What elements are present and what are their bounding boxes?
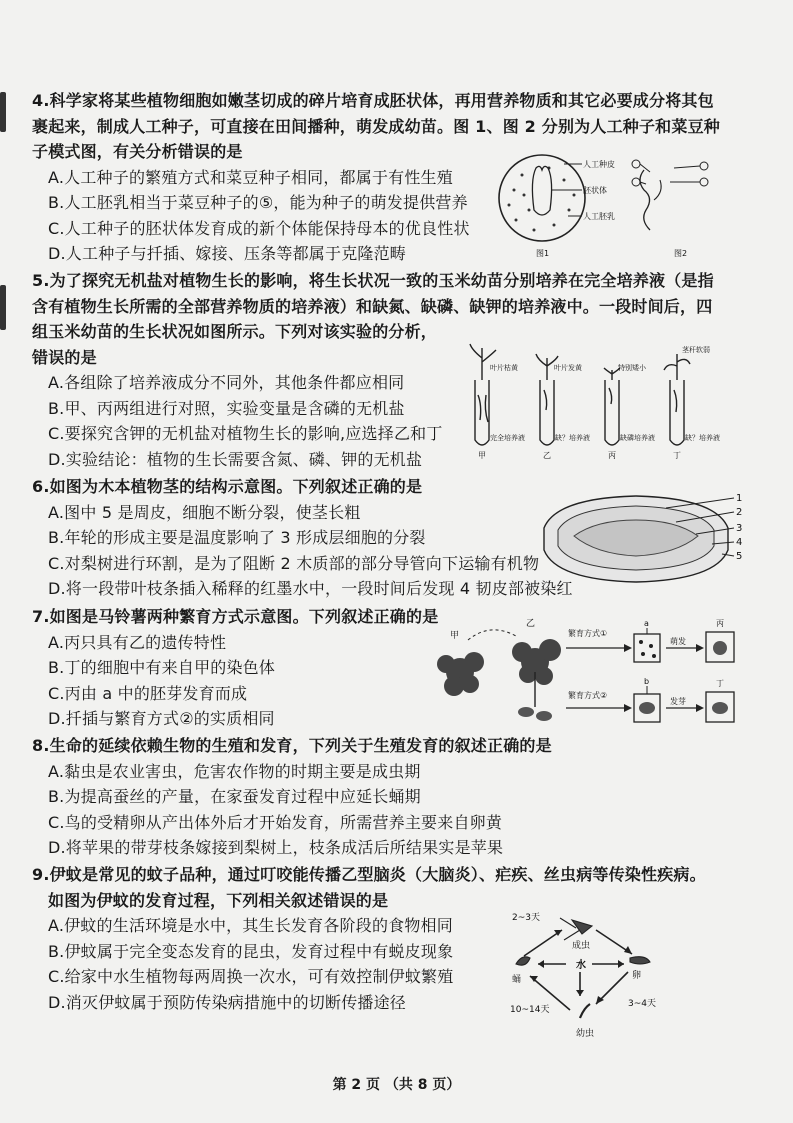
label-artificial-endosperm: 人工胚乳	[583, 212, 615, 221]
label-2-3-days: 2~3天	[512, 913, 540, 923]
stem-label-3: 3	[736, 523, 743, 534]
question-stem: 组玉米幼苗的生长状况如图所示。下列对该实验的分析，	[32, 322, 438, 341]
label-lacking-solution-b: 缺？培养液	[555, 434, 590, 442]
question-stem: 如图为伊蚊的发育过程，下列相关叙述错误的是	[48, 890, 389, 910]
option-d: D.扦插与繁育方式②的实质相同	[48, 709, 275, 728]
question-stem: 裹起来，制成人工种子，可直接在田间播种，萌发成幼苗。图 1、图 2 分别为人工种子和菜豆种	[32, 116, 720, 136]
label-leaf-yellowed: 叶片枯黄	[490, 364, 518, 372]
option-c: C.丙由 a 中的胚芽发育而成	[48, 683, 248, 703]
label-sprout: 发芽	[670, 697, 686, 706]
seed-figure	[494, 150, 754, 262]
option-d: D.将一段带叶枝条插入稀释的红墨水中，一段时间后发现 4 韧皮部被染红	[48, 579, 573, 598]
option-c: C.给家中水生植物每两周换一次水，可有效控制伊蚊繁殖	[48, 967, 454, 986]
label-10-14-days: 10~14天	[510, 1005, 550, 1015]
question-8	[32, 733, 767, 861]
label-artificial-coat: 人工种皮	[583, 160, 615, 169]
scan-edge-mark	[0, 92, 6, 132]
stage-egg: 卵	[632, 971, 642, 981]
question-stem: 5.为了探究无机盐对植物生长的影响，将生长状况一致的玉米幼苗分别培养在完全培养液（是指	[32, 271, 714, 290]
tube-name-bing: 丙	[608, 451, 616, 460]
option-a: A.黏虫是农业害虫，危害农作物的时期主要是成虫期	[48, 761, 421, 781]
tube-name-jia: 甲	[478, 451, 486, 460]
option-c: C.要探究含钾的无机盐对植物生长的影响,应选择乙和丁	[48, 424, 443, 443]
label-weak-stem: 茎秆软弱	[682, 346, 710, 354]
option-b: B.年轮的形成主要是温度影响了 3 形成层细胞的分裂	[48, 528, 426, 547]
tube-name-yi: 乙	[543, 451, 551, 460]
option-c: C.对梨树进行环割，是为了阻断 2 木质部的部分导管向下运输有机物	[48, 553, 540, 573]
method-2-label: 繁育方式②	[568, 691, 608, 700]
option-d: D.将苹果的带芽枝条嫁接到梨树上，枝条成活后所结果实是苹果	[48, 838, 504, 857]
stage-adult: 成虫	[572, 941, 591, 951]
question-stem: 子模式图，有关分析错误的是	[32, 142, 243, 161]
label-bing: 丙	[716, 619, 724, 628]
option-a: A.伊蚊的生活环境是水中，其生长发育各阶段的食物相同	[48, 916, 453, 935]
option-c: C.人工种子的胚状体发育成的新个体能保持母本的优良性状	[48, 218, 470, 238]
label-lacking-p-solution: 缺磷培养液	[620, 434, 655, 442]
question-stem: 7.如图是马铃薯两种繁育方式示意图。下列叙述正确的是	[32, 607, 439, 626]
label-germinate: 萌发	[670, 637, 686, 646]
test-tube-figure	[450, 340, 740, 460]
label-lacking-solution-d: 缺？培养液	[685, 434, 720, 442]
figure-caption-1: 图1	[536, 249, 550, 258]
label-b: b	[644, 677, 650, 686]
question-stem: 9.伊蚊是常见的蚊子品种，通过叮咬能传播乙型脑炎（大脑炎）、疟疾、丝虫病等传染性疾病。	[32, 865, 706, 884]
tube-name-ding: 丁	[673, 451, 681, 460]
potato-figure	[430, 612, 760, 730]
question-stem: 8.生命的延续依赖生物的生殖和发育，下列关于生殖发育的叙述正确的是	[32, 736, 552, 755]
label-very-short: 特别矮小	[618, 364, 646, 372]
figure-caption-2: 图2	[674, 249, 688, 258]
stem-label-5: 5	[736, 551, 743, 562]
option-b: B.人工胚乳相当于菜豆种子的⑤，能为种子的萌发提供营养	[48, 193, 468, 212]
mosquito-cycle-figure	[500, 900, 680, 1042]
label-complete-solution: 完全培养液	[490, 434, 525, 442]
stem-label-2: 2	[736, 507, 743, 518]
method-1-label: 繁育方式①	[568, 629, 608, 638]
label-a: a	[644, 619, 649, 628]
stem-label-4: 4	[736, 537, 743, 548]
option-b: B.甲、丙两组进行对照，实验变量是含磷的无机盐	[48, 398, 405, 418]
option-c: C.鸟的受精卵从产出体外后才开始发育，所需营养主要来自卵黄	[48, 812, 503, 832]
option-a: A.丙只具有乙的遗传特性	[48, 632, 227, 652]
plant-jia-label: 甲	[450, 631, 460, 641]
plant-yi-label: 乙	[526, 619, 536, 629]
stage-pupa: 蛹	[512, 975, 522, 985]
option-d: D.实验结论：植物的生长需要含氮、磷、钾的无机盐	[48, 449, 423, 469]
option-a: A.图中 5 是周皮，细胞不断分裂，使茎长粗	[48, 502, 361, 522]
option-a: A.各组除了培养液成分不同外，其他条件都应相同	[48, 373, 405, 392]
question-stem: 6.如图为木本植物茎的结构示意图。下列叙述正确的是	[32, 477, 423, 496]
option-b: B.伊蚊属于完全变态发育的昆虫，发育过程中有蜕皮现象	[48, 941, 454, 961]
label-3-4-days: 3~4天	[628, 999, 656, 1009]
label-embryoid: 胚状体	[583, 186, 607, 195]
stem-structure-figure	[536, 488, 746, 588]
option-b: B.丁的细胞中有来自甲的染色体	[48, 658, 276, 677]
question-stem: 4.科学家将某些植物细胞如嫩茎切成的碎片培育成胚状体，再用营养物质和其它必要成分将其包	[32, 91, 714, 110]
option-a: A.人工种子的繁殖方式和菜豆种子相同，都属于有性生殖	[48, 167, 453, 187]
question-stem: 含有植物生长所需的全部营养物质的培养液）和缺氮、缺磷、缺钾的培养液中。一段时间后，四	[32, 296, 713, 316]
stem-label-1: 1	[736, 493, 743, 504]
option-d: D.人工种子与扦插、嫁接、压条等都属于克隆范畴	[48, 244, 407, 263]
page-footer: 第 2 页 （共 8 页）	[332, 1077, 461, 1093]
question-stem: 错误的是	[32, 347, 97, 367]
option-d: D.消灭伊蚊属于预防传染病措施中的切断传播途径	[48, 992, 407, 1012]
label-leaf-yellowing: 叶片发黄	[554, 364, 582, 372]
stage-larva: 幼虫	[576, 1029, 595, 1039]
label-water: 水	[576, 960, 586, 971]
option-b: B.为提高蚕丝的产量，在家蚕发育过程中应延长蛹期	[48, 787, 421, 806]
label-ding: 丁	[716, 679, 724, 688]
scan-edge-mark	[0, 285, 6, 330]
